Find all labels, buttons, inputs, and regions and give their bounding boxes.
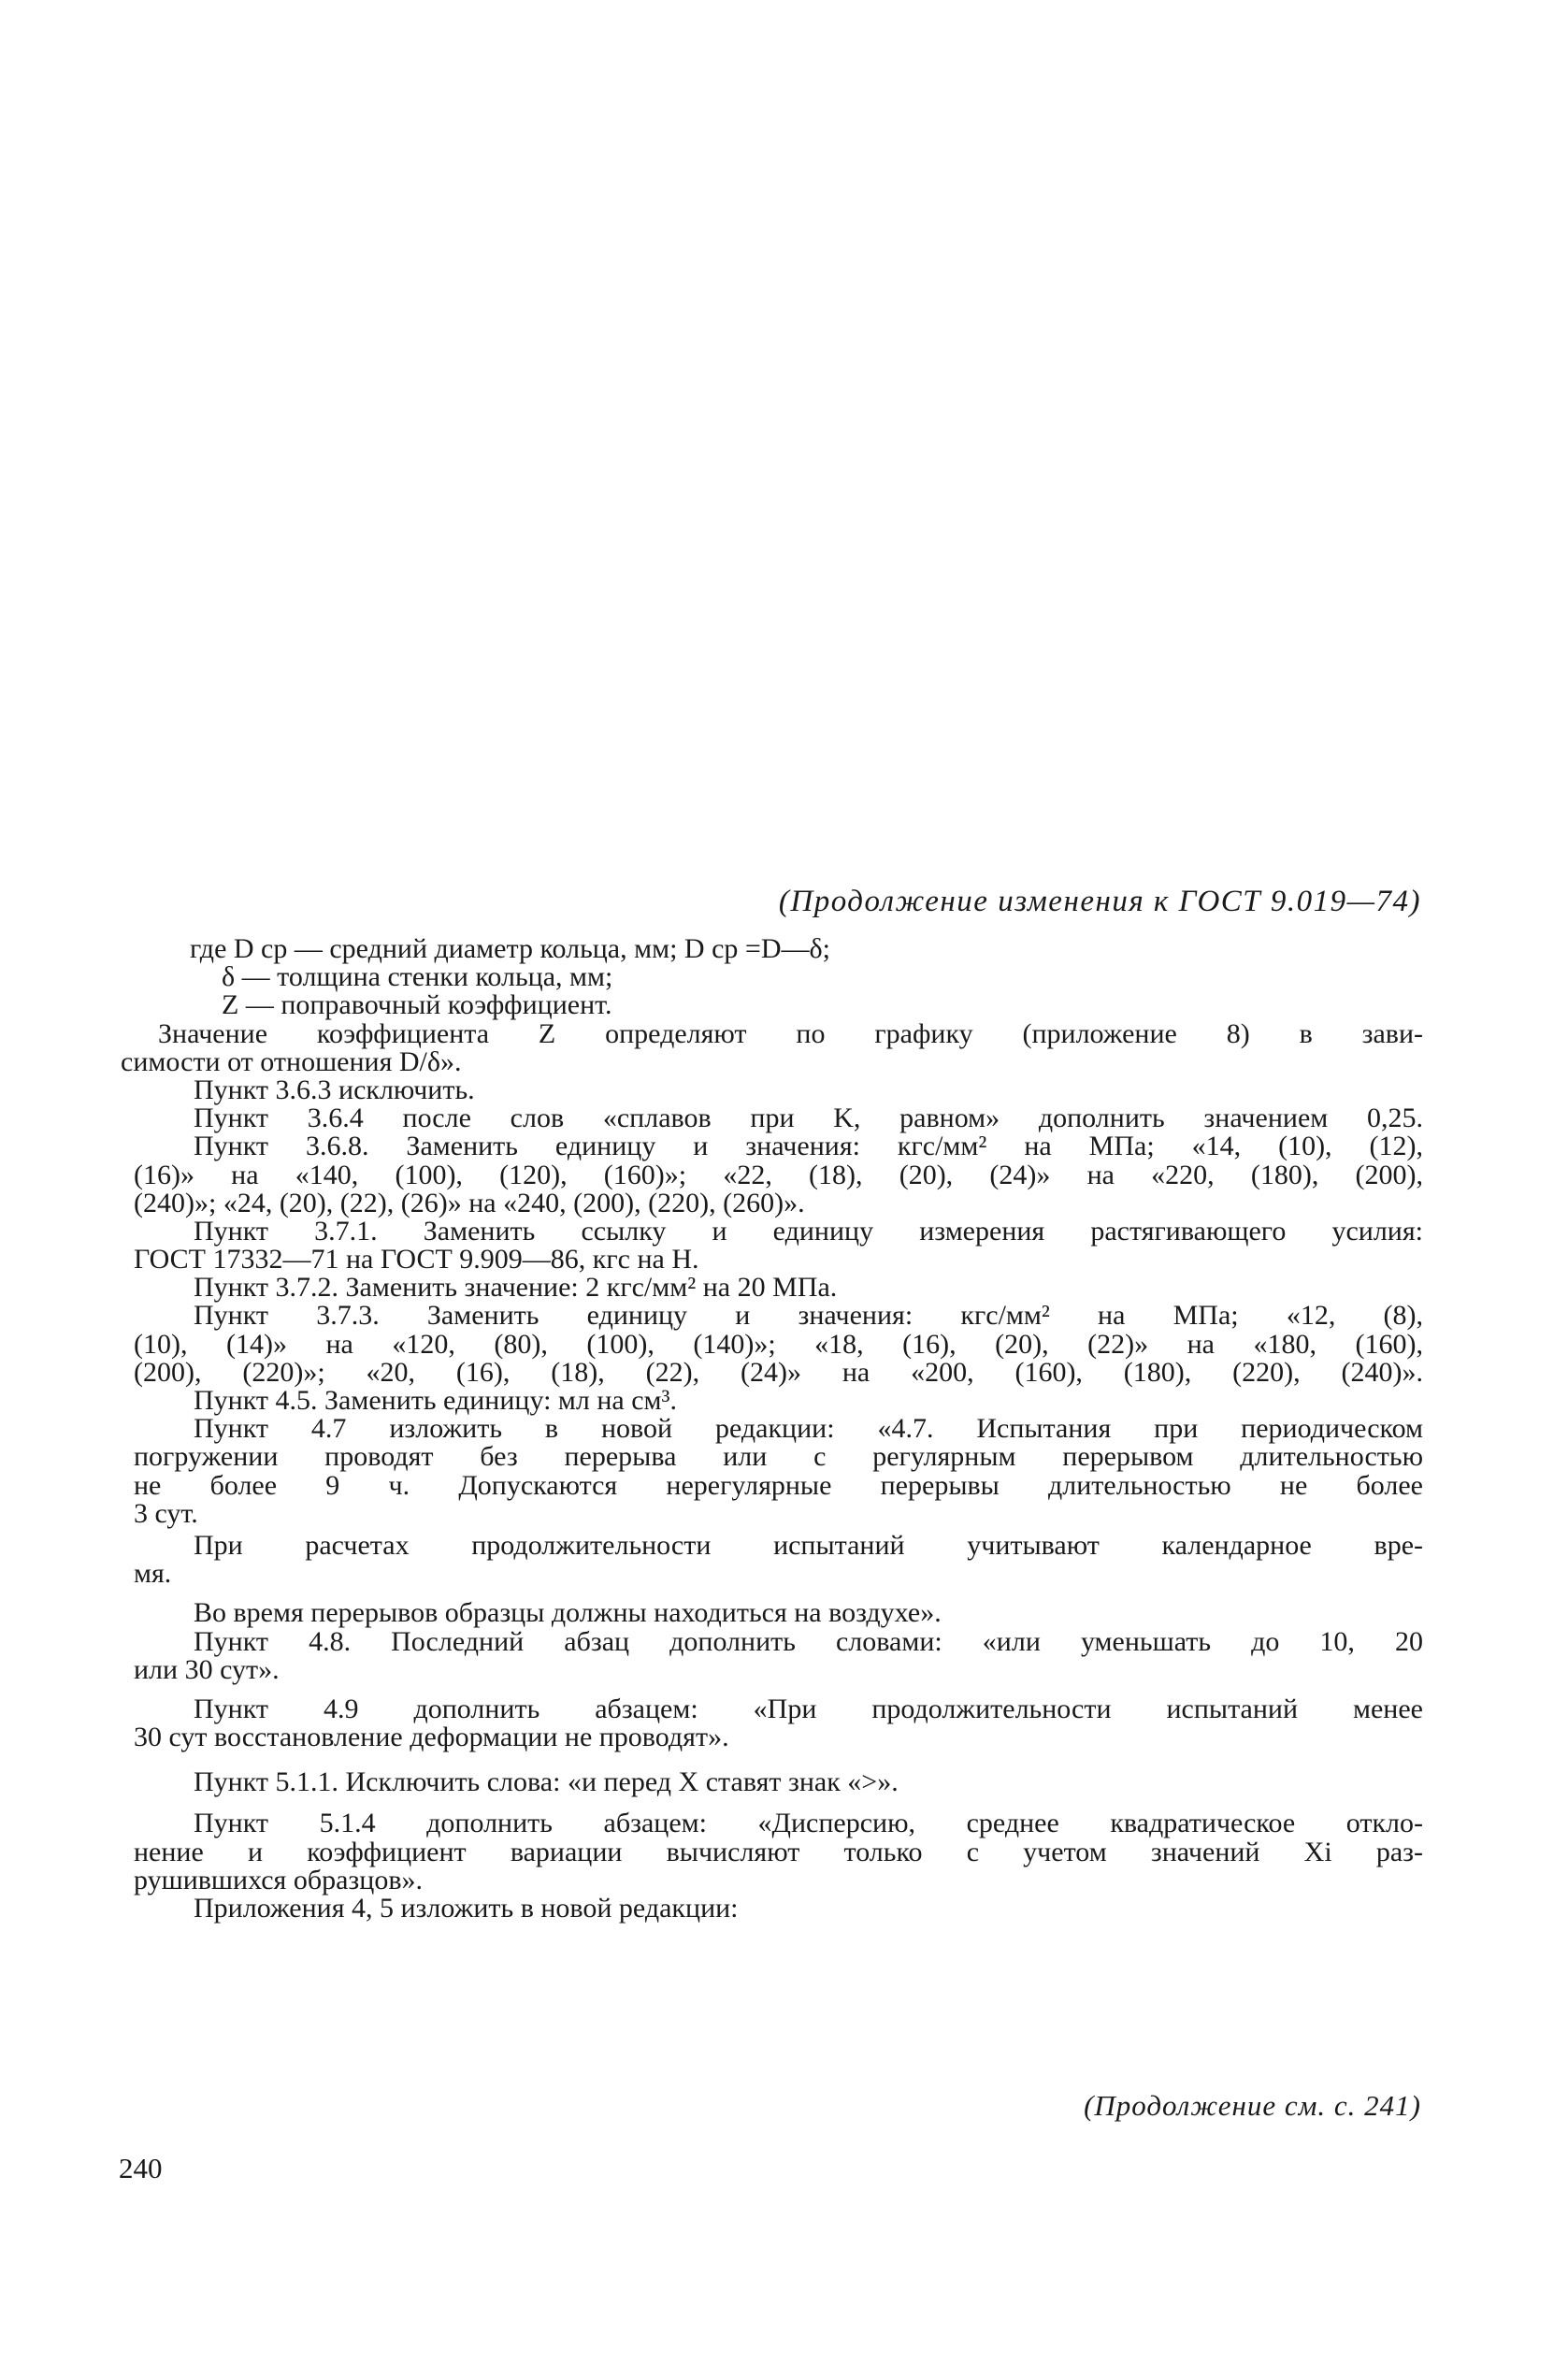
text-line: 3 сут. <box>134 1497 198 1529</box>
text-line: Пункт 3.7.1. Заменить ссылку и единицу измерения растягивающего усилия: <box>194 1215 1423 1247</box>
text-line: (16)» на «140, (100), (120), (160)»; «22, (18), (20), (24)» на «220, (180), (200), <box>134 1159 1423 1190</box>
text-line: симости от отношения D/δ». <box>121 1045 462 1077</box>
text-line: Приложения 4, 5 изложить в новой редакции: <box>194 1893 739 1924</box>
continuation-note: (Продолжение см. с. 241) <box>1084 2089 1421 2122</box>
text-line: Значение коэффициента Z определяют по графику (приложение 8) в зави- <box>158 1017 1423 1049</box>
text-line: Пункт 5.1.1. Исключить слова: «и перед X ставят знак «>». <box>194 1766 899 1798</box>
text-line: (240)»; «24, (20), (22), (26)» на «240, (200), (220), (260)». <box>134 1187 805 1218</box>
text-line: Z — поправочный коэффициент. <box>222 989 612 1021</box>
text-line: Пункт 3.7.2. Заменить значение: 2 кгс/мм² на 20 МПа. <box>194 1272 838 1304</box>
body-text <box>121 933 1423 1924</box>
text-line: При расчетах продолжительности испытаний учитывают календарное вре- <box>194 1529 1423 1561</box>
text-line: или 30 сут». <box>134 1653 280 1685</box>
text-line: Пункт 3.6.3 исключить. <box>194 1074 475 1105</box>
text-line: Пункт 4.9 дополнить абзацем: «При продолжительности испытаний менее <box>194 1693 1423 1724</box>
text-line: Пункт 5.1.4 дополнить абзацем: «Дисперсию, среднее квадратическое откло- <box>194 1808 1423 1839</box>
text-line: Во время перерывов образцы должны находиться на воздухе». <box>194 1597 942 1629</box>
text-line: нение и коэффициент вариации вычисляют только с учетом значений Xi раз- <box>134 1836 1423 1867</box>
text-line: (200), (220)»; «20, (16), (18), (22), (24)» на «200, (160), (180), (220), (240)». <box>134 1356 1423 1388</box>
text-line: мя. <box>134 1558 172 1590</box>
text-line: погружении проводят без перерыва или с регулярным перерывом длительностью <box>134 1441 1423 1473</box>
text-line: Пункт 4.7 изложить в новой редакции: «4.7. Испытания при периодическом <box>194 1413 1423 1445</box>
text-line: 30 сут восстановление деформации не проводят». <box>134 1722 729 1753</box>
text-line: δ — толщина стенки кольца, мм; <box>222 961 613 993</box>
text-line: Пункт 3.6.8. Заменить единицу и значения: кгс/мм² на МПа; «14, (10), (12), <box>194 1131 1423 1162</box>
text-line: где D ср — средний диаметр кольца, мм; D ср =D—δ; <box>190 933 830 964</box>
page-header: (Продолжение изменения к ГОСТ 9.019—74) <box>778 885 1421 918</box>
text-line: (10), (14)» на «120, (80), (100), (140)»; «18, (16), (20), (22)» на «180, (160), <box>134 1328 1423 1360</box>
text-line: Пункт 4.5. Заменить единицу: мл на см³. <box>194 1385 678 1416</box>
text-line: Пункт 4.8. Последний абзац дополнить словами: «или уменьшать до 10, 20 <box>194 1625 1423 1657</box>
page-number: 240 <box>119 2152 163 2184</box>
text-line: Пункт 3.7.3. Заменить единицу и значения: кгс/мм² на МПа; «12, (8), <box>194 1300 1423 1332</box>
text-line: не более 9 ч. Допускаются нерегулярные перерывы длительностью не более <box>134 1469 1423 1501</box>
text-line: Пункт 3.6.4 после слов «сплавов при K, равном» дополнить значением 0,25. <box>194 1103 1423 1134</box>
text-line: ГОСТ 17332—71 на ГОСТ 9.909—86, кгс на Н. <box>134 1244 699 1276</box>
text-line: рушившихся образцов». <box>134 1864 423 1896</box>
